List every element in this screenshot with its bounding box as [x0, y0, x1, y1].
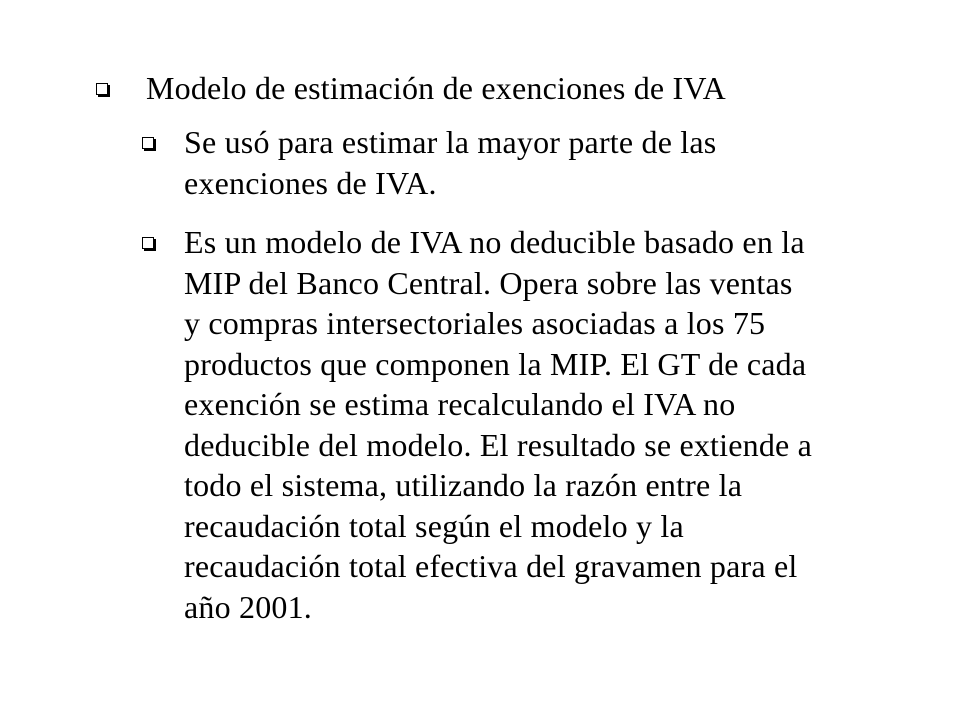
bullet-text: Es un modelo de IVA no deducible basado en la MIP del Banco Central. Opera sobre las ventas y compras intersectoriales asociadas a los 75 productos que componen la MIP. El GT de cada exención se estima recalculando el IVA no deducible del modelo. El resultado se extiende a todo el sistema, utilizando la razón entre la recaudación total según el modelo y la recaudación total efectiva del gravamen para el año 2001.	[184, 224, 813, 625]
bullet-item-level2	[142, 122, 914, 203]
checkbox-square-icon	[96, 83, 108, 95]
bullet-text: Modelo de estimación de exenciones de IVA	[146, 70, 726, 106]
bullet-item-level2	[142, 222, 924, 627]
bullet-item-level1	[96, 68, 886, 109]
checkbox-square-icon	[142, 237, 154, 249]
bullet-text: Se usó para estimar la mayor parte de las exenciones de IVA.	[184, 124, 717, 201]
checkbox-square-icon	[142, 137, 154, 149]
